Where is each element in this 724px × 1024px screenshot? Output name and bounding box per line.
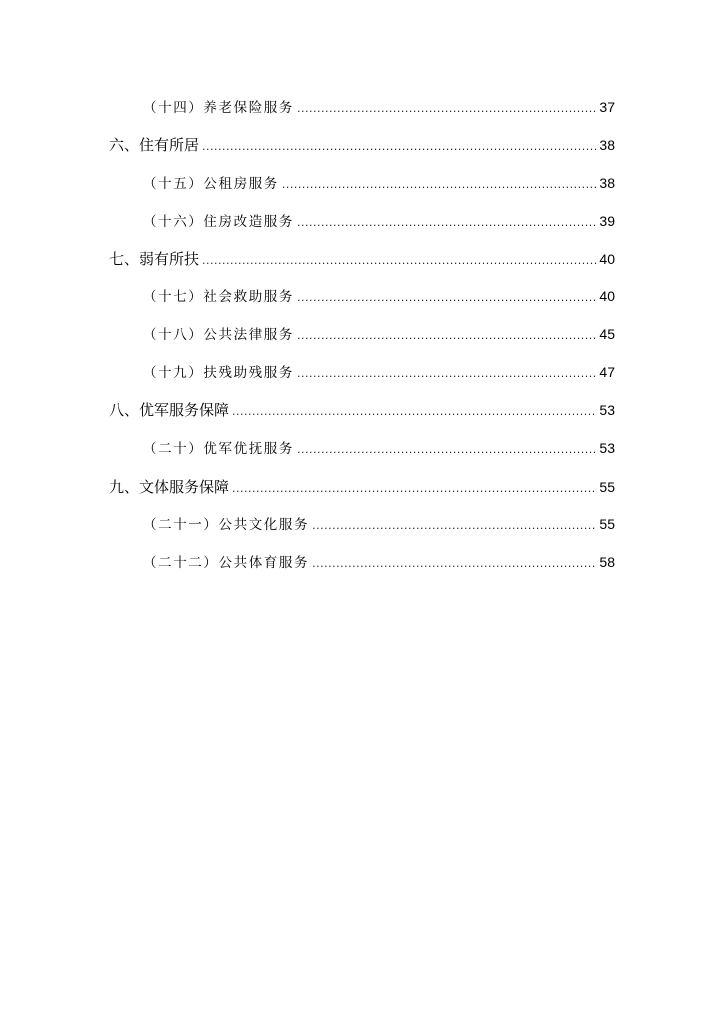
toc-entry-number: （十四）	[143, 100, 204, 116]
toc-entry-page: 38	[599, 137, 615, 153]
toc-entry[interactable]	[143, 514, 615, 534]
dot-leader	[297, 99, 597, 119]
toc-entry-page: 53	[599, 402, 615, 418]
toc-entry-page: 40	[599, 251, 615, 267]
toc-entry[interactable]	[109, 400, 615, 420]
toc-entry-number: 六、	[109, 136, 140, 154]
toc-entry-page: 53	[599, 440, 615, 456]
toc-entry-page: 47	[599, 364, 615, 380]
toc-entry-number: （二十一）	[143, 517, 219, 533]
toc-entry-title: 公共文化服务	[218, 517, 310, 533]
toc-entry-title: 公共体育服务	[218, 555, 310, 571]
toc-entry[interactable]	[109, 249, 615, 269]
toc-entry[interactable]	[143, 362, 615, 382]
toc-entry-title: 弱有所扶	[139, 250, 200, 268]
toc-entry[interactable]	[143, 438, 615, 458]
toc-entry-title: 优军服务保障	[139, 401, 230, 419]
toc-entry-title: 文体服务保障	[139, 478, 230, 496]
toc-entry-page: 55	[599, 516, 615, 532]
toc-entry[interactable]	[109, 135, 615, 155]
toc-entry-title: 公租房服务	[203, 176, 279, 192]
toc-entry-title: 住有所居	[139, 136, 200, 154]
dot-leader	[202, 137, 597, 157]
toc-entry-number: 八、	[109, 401, 140, 419]
toc-entry-number: （十六）	[143, 214, 204, 230]
toc-entry-number: （十七）	[143, 289, 204, 305]
toc-entry-number: 七、	[109, 250, 140, 268]
toc-entry-title: 公共法律服务	[203, 327, 295, 343]
toc-entry-title: 优军优抚服务	[203, 441, 295, 457]
toc-entry[interactable]	[143, 552, 615, 572]
dot-leader	[312, 516, 597, 536]
toc-entry-number: （十九）	[143, 365, 204, 381]
dot-leader	[232, 479, 597, 499]
dot-leader	[202, 251, 597, 271]
toc-entry-page: 55	[599, 479, 615, 495]
dot-leader	[232, 402, 597, 422]
toc-entry-page: 37	[599, 99, 615, 115]
toc-entry-number: 九、	[109, 478, 140, 496]
toc-entry[interactable]	[143, 286, 615, 306]
toc-entry[interactable]	[143, 211, 615, 231]
dot-leader	[297, 326, 597, 346]
toc-entry[interactable]	[143, 173, 615, 193]
dot-leader	[297, 364, 597, 384]
toc-entry-title: 扶残助残服务	[203, 365, 295, 381]
toc-entry-page: 58	[599, 554, 615, 570]
toc-entry-page: 38	[599, 175, 615, 191]
toc-entry-title: 养老保险服务	[203, 100, 295, 116]
toc-entry[interactable]	[143, 97, 615, 117]
toc-entry-page: 40	[599, 288, 615, 304]
dot-leader	[297, 288, 597, 308]
toc-entry-number: （十八）	[143, 327, 204, 343]
toc-entry-page: 45	[599, 326, 615, 342]
toc-entry[interactable]	[109, 477, 615, 497]
toc-entry-number: （二十二）	[143, 555, 219, 571]
toc-entry-page: 39	[599, 213, 615, 229]
toc-entry-number: （十五）	[143, 176, 204, 192]
dot-leader	[282, 175, 598, 195]
toc-entry-title: 社会救助服务	[203, 289, 295, 305]
dot-leader	[297, 440, 597, 460]
toc-entry-title: 住房改造服务	[203, 214, 295, 230]
dot-leader	[312, 554, 597, 574]
toc-entry[interactable]	[143, 324, 615, 344]
toc-entry-number: （二十）	[143, 441, 204, 457]
dot-leader	[297, 213, 597, 233]
